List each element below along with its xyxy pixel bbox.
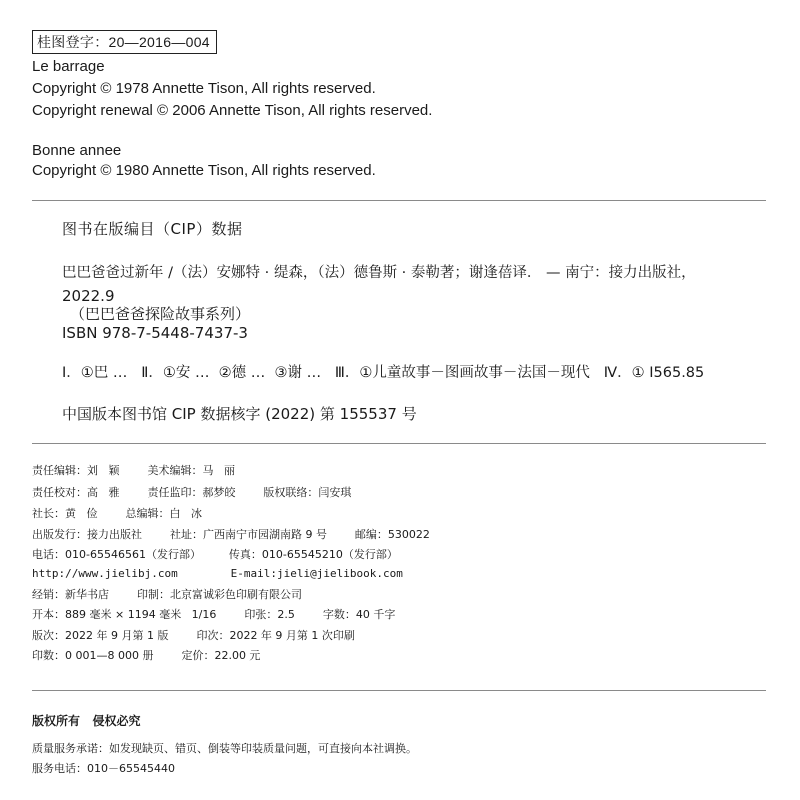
rights-notice: 版权所有 侵权必究: [32, 714, 141, 728]
book1-copyright: Copyright © 1978 Annette Tison, All rights reserved.: [32, 80, 376, 97]
pub-info-line: 电话：010-65546561（发行部） 传真：010-65545210（发行部）: [32, 548, 398, 561]
pub-info-line: 责任校对：高 雅 责任监印：郝梦皎 版权联络：闫安琪: [32, 486, 352, 499]
pub-info-line: 出版发行：接力出版社 社址：广西南宁市园湖南路 9 号 邮编：530022: [32, 528, 430, 541]
pub-info-line: 开本：889 毫米 × 1194 毫米 1/16 印张：2.5 字数：40 千字: [32, 608, 396, 621]
service-phone: 服务电话：010－65545440: [32, 762, 175, 775]
cip-title-line: 巴巴爸爸过新年 /（法）安娜特 · 缇森，（法）德鲁斯 · 泰勒著；谢逢蓓译． — 南宁：接力出版社，: [62, 265, 696, 281]
cip-heading: 图书在版编目（CIP）数据: [62, 220, 243, 238]
divider-top: [32, 200, 766, 201]
cip-library-line: 中国版本图书馆 CIP 数据核字 (2022) 第 155537 号: [62, 405, 417, 423]
divider-middle: [32, 443, 766, 444]
cip-series-line: （巴巴爸爸探险故事系列）: [70, 305, 251, 323]
book2-title: Bonne annee: [32, 142, 122, 159]
book2-copyright: Copyright © 1980 Annette Tison, All rights reserved.: [32, 162, 376, 179]
divider-bottom: [32, 690, 766, 691]
cip-year-line: 2022.9: [62, 287, 115, 305]
pub-info-line: 印数：0 001—8 000 册 定价：22.00 元: [32, 649, 261, 662]
pub-info-line: 版次：2022 年 9 月第 1 版 印次：2022 年 9 月第 1 次印刷: [32, 629, 355, 642]
cip-classification-line: Ⅰ．①巴 … Ⅱ．①安 … ②德 … ③谢 … Ⅲ．①儿童故事－图画故事－法国－现代 Ⅳ．① I565.85: [62, 365, 705, 381]
pub-info-line: 经销：新华书店 印制：北京富诚彩色印刷有限公司: [32, 588, 302, 601]
quality-notice: 质量服务承诺：如发现缺页、错页、倒装等印装质量问题，可直接向本社调换。: [32, 742, 417, 755]
pub-info-line: 责任编辑：刘 颖 美术编辑：马 丽: [32, 464, 235, 477]
registration-number: 桂图登字：20—2016—004: [32, 30, 217, 54]
book1-title: Le barrage: [32, 58, 105, 75]
cip-isbn-line: ISBN 978-7-5448-7437-3: [62, 324, 248, 342]
pub-info-line: 社长：黄 俭 总编辑：白 冰: [32, 507, 202, 520]
pub-info-line: http://www.jielibj.com E-mail:jieli@jielibook.com: [32, 567, 403, 580]
book1-renewal: Copyright renewal © 2006 Annette Tison, All rights reserved.: [32, 102, 433, 119]
